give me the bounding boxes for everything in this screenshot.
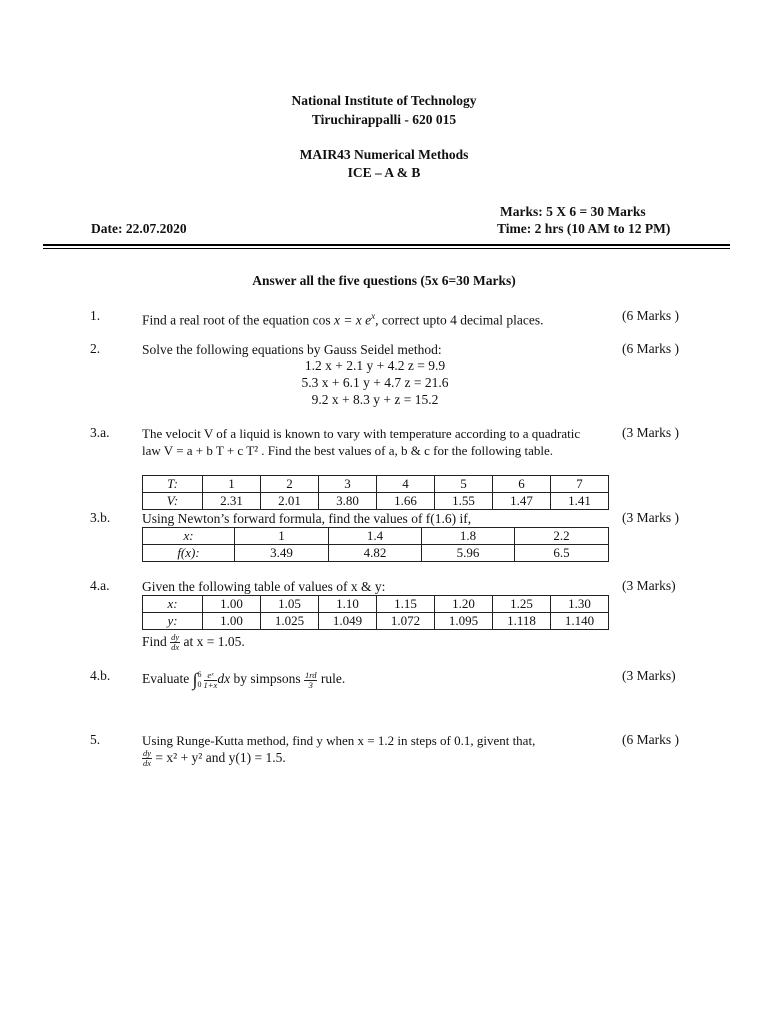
q2-equation-2: 5.3 x + 6.1 y + 4.7 z = 21.6 xyxy=(301,375,449,390)
table-cell: 1 xyxy=(203,476,261,493)
table-cell: 3.80 xyxy=(319,493,377,510)
table-cell: 1.00 xyxy=(203,613,261,630)
q4a-number: 4.a. xyxy=(90,578,110,593)
q4a-find xyxy=(142,633,245,652)
q4b-third-den: 3 xyxy=(308,679,313,690)
institute-city: Tiruchirappalli - 620 015 xyxy=(311,112,457,127)
q4b-limits xyxy=(198,670,202,690)
table-row xyxy=(143,493,609,510)
q4a-marks: (3 Marks) xyxy=(622,578,676,593)
table-cell: 1.47 xyxy=(493,493,551,510)
exam-time: Time: 2 hrs (10 AM to 12 PM) xyxy=(497,221,671,236)
q4a-x-label: x: xyxy=(143,596,203,613)
table-cell: 1.140 xyxy=(551,613,609,630)
q1-sup: x xyxy=(371,311,376,321)
q4a-find-word: Find xyxy=(142,634,167,649)
table-row xyxy=(143,596,609,613)
instruction: Answer all the five questions (5x 6=30 Marks) xyxy=(252,273,516,288)
q4a-dx: dx xyxy=(171,642,180,653)
table-cell: 6 xyxy=(493,476,551,493)
q2-equation-1: 1.2 x + 2.1 y + 4.2 z = 9.9 xyxy=(304,358,446,373)
q2-text: Solve the following equations by Gauss Seidel method: xyxy=(142,342,442,357)
q3b-text: Using Newton’s forward formula, find the values of f(1.6) if, xyxy=(142,511,472,526)
q3b-f-label: f(x): xyxy=(143,545,235,562)
q3a-t-label: T: xyxy=(143,476,203,493)
table-cell: 3 xyxy=(319,476,377,493)
q3b-marks: (3 Marks ) xyxy=(622,510,679,525)
table-cell: 1.4 xyxy=(329,528,422,545)
table-cell: 5.96 xyxy=(422,545,515,562)
table-cell: 1.8 xyxy=(422,528,515,545)
section-title: ICE – A & B xyxy=(347,165,421,180)
table-row xyxy=(143,476,609,493)
integral-sign-icon: ∫ xyxy=(192,669,198,690)
q5-line-2 xyxy=(142,749,286,768)
q5-dx: dx xyxy=(143,758,152,769)
table-cell: 2 xyxy=(261,476,319,493)
q3b-x-label: x: xyxy=(143,528,235,545)
q4b-upper: 6 xyxy=(197,670,202,679)
q4a-find-point: at x = 1.05. xyxy=(183,634,245,649)
q3a-marks: (3 Marks ) xyxy=(622,425,679,440)
q4b-text xyxy=(142,670,345,690)
q5-marks: (6 Marks ) xyxy=(622,732,679,747)
table-cell: 1.025 xyxy=(261,613,319,630)
table-cell: 1.15 xyxy=(377,596,435,613)
table-cell: 1.20 xyxy=(435,596,493,613)
q1-math: x = x e xyxy=(333,312,372,328)
q4b-third-num: 1rd xyxy=(304,669,317,680)
table-cell: 4 xyxy=(377,476,435,493)
q4a-text: Given the following table of values of x & y: xyxy=(142,579,386,594)
course-title: MAIR43 Numerical Methods xyxy=(299,147,469,162)
q3a-table xyxy=(142,475,609,510)
table-cell: 1.095 xyxy=(435,613,493,630)
table-cell: 7 xyxy=(551,476,609,493)
q4b-evaluate: Evaluate xyxy=(142,671,190,687)
table-cell: 1 xyxy=(235,528,329,545)
header-rule-thick xyxy=(43,244,730,246)
total-marks: Marks: 5 X 6 = 30 Marks xyxy=(500,204,646,219)
exam-date: Date: 22.07.2020 xyxy=(91,221,187,236)
q5-line-1: Using Runge-Kutta method, find y when x = 1.2 in steps of 0.1, givent that, xyxy=(142,733,536,748)
q4a-derivative xyxy=(170,633,180,652)
table-row xyxy=(143,528,609,545)
q3a-line-2: law V = a + b T + c T² . Find the best values of a, b & c for the following table. xyxy=(142,443,554,458)
table-cell: 1.072 xyxy=(377,613,435,630)
q2-number: 2. xyxy=(90,341,101,356)
table-cell: 1.10 xyxy=(319,596,377,613)
q4b-dx: dx xyxy=(217,671,231,687)
q1-text-a: Find a real root of the equation cos xyxy=(142,312,334,328)
q5-number: 5. xyxy=(90,732,101,747)
q4b-fraction xyxy=(304,671,318,690)
q4b-integrand xyxy=(204,671,218,690)
table-cell: 1.118 xyxy=(493,613,551,630)
table-cell: 2.31 xyxy=(203,493,261,510)
table-cell: 1.05 xyxy=(261,596,319,613)
q1-text-b: , correct upto 4 decimal places. xyxy=(375,312,544,328)
institute-name: National Institute of Technology xyxy=(291,93,477,108)
table-cell: 1.30 xyxy=(551,596,609,613)
q5-derivative xyxy=(142,749,152,768)
table-row xyxy=(143,545,609,562)
table-cell: 5 xyxy=(435,476,493,493)
q5-dy: dy xyxy=(143,748,152,759)
table-cell: 1.25 xyxy=(493,596,551,613)
table-cell: 1.049 xyxy=(319,613,377,630)
header-rule-thin xyxy=(43,248,730,249)
table-cell: 2.2 xyxy=(515,528,609,545)
q3a-number: 3.a. xyxy=(90,425,110,440)
q4b-integrand-num: eˣ xyxy=(204,671,218,681)
q1-number: 1. xyxy=(90,308,101,323)
table-cell: 3.49 xyxy=(235,545,329,562)
q4b-integrand-den: 1+x xyxy=(203,679,218,690)
q5-equation: = x² + y² and y(1) = 1.5. xyxy=(155,750,286,765)
q2-equation-3: 9.2 x + 8.3 y + z = 15.2 xyxy=(311,392,439,407)
table-cell: 6.5 xyxy=(515,545,609,562)
table-cell: 1.66 xyxy=(377,493,435,510)
table-cell: 1.55 xyxy=(435,493,493,510)
table-cell: 1.41 xyxy=(551,493,609,510)
q1-text xyxy=(142,308,543,329)
q4b-rule: rule. xyxy=(320,671,346,687)
table-row xyxy=(143,613,609,630)
q4a-y-label: y: xyxy=(143,613,203,630)
q4b-marks: (3 Marks) xyxy=(622,668,676,683)
q4a-dy: dy xyxy=(171,632,180,643)
q3a-line-1: The velocit V of a liquid is known to vary with temperature according to a quadratic xyxy=(142,426,581,441)
q3b-number: 3.b. xyxy=(90,510,111,525)
q4b-number: 4.b. xyxy=(90,668,111,683)
table-cell: 4.82 xyxy=(329,545,422,562)
q3a-v-label: V: xyxy=(143,493,203,510)
q4a-table xyxy=(142,595,609,630)
table-cell: 1.00 xyxy=(203,596,261,613)
table-cell: 2.01 xyxy=(261,493,319,510)
q1-marks: (6 Marks ) xyxy=(622,308,679,323)
q4b-by: by simpsons xyxy=(233,671,301,687)
q2-marks: (6 Marks ) xyxy=(622,341,679,356)
q4b-lower: 0 xyxy=(197,680,202,689)
q3b-table xyxy=(142,527,609,562)
